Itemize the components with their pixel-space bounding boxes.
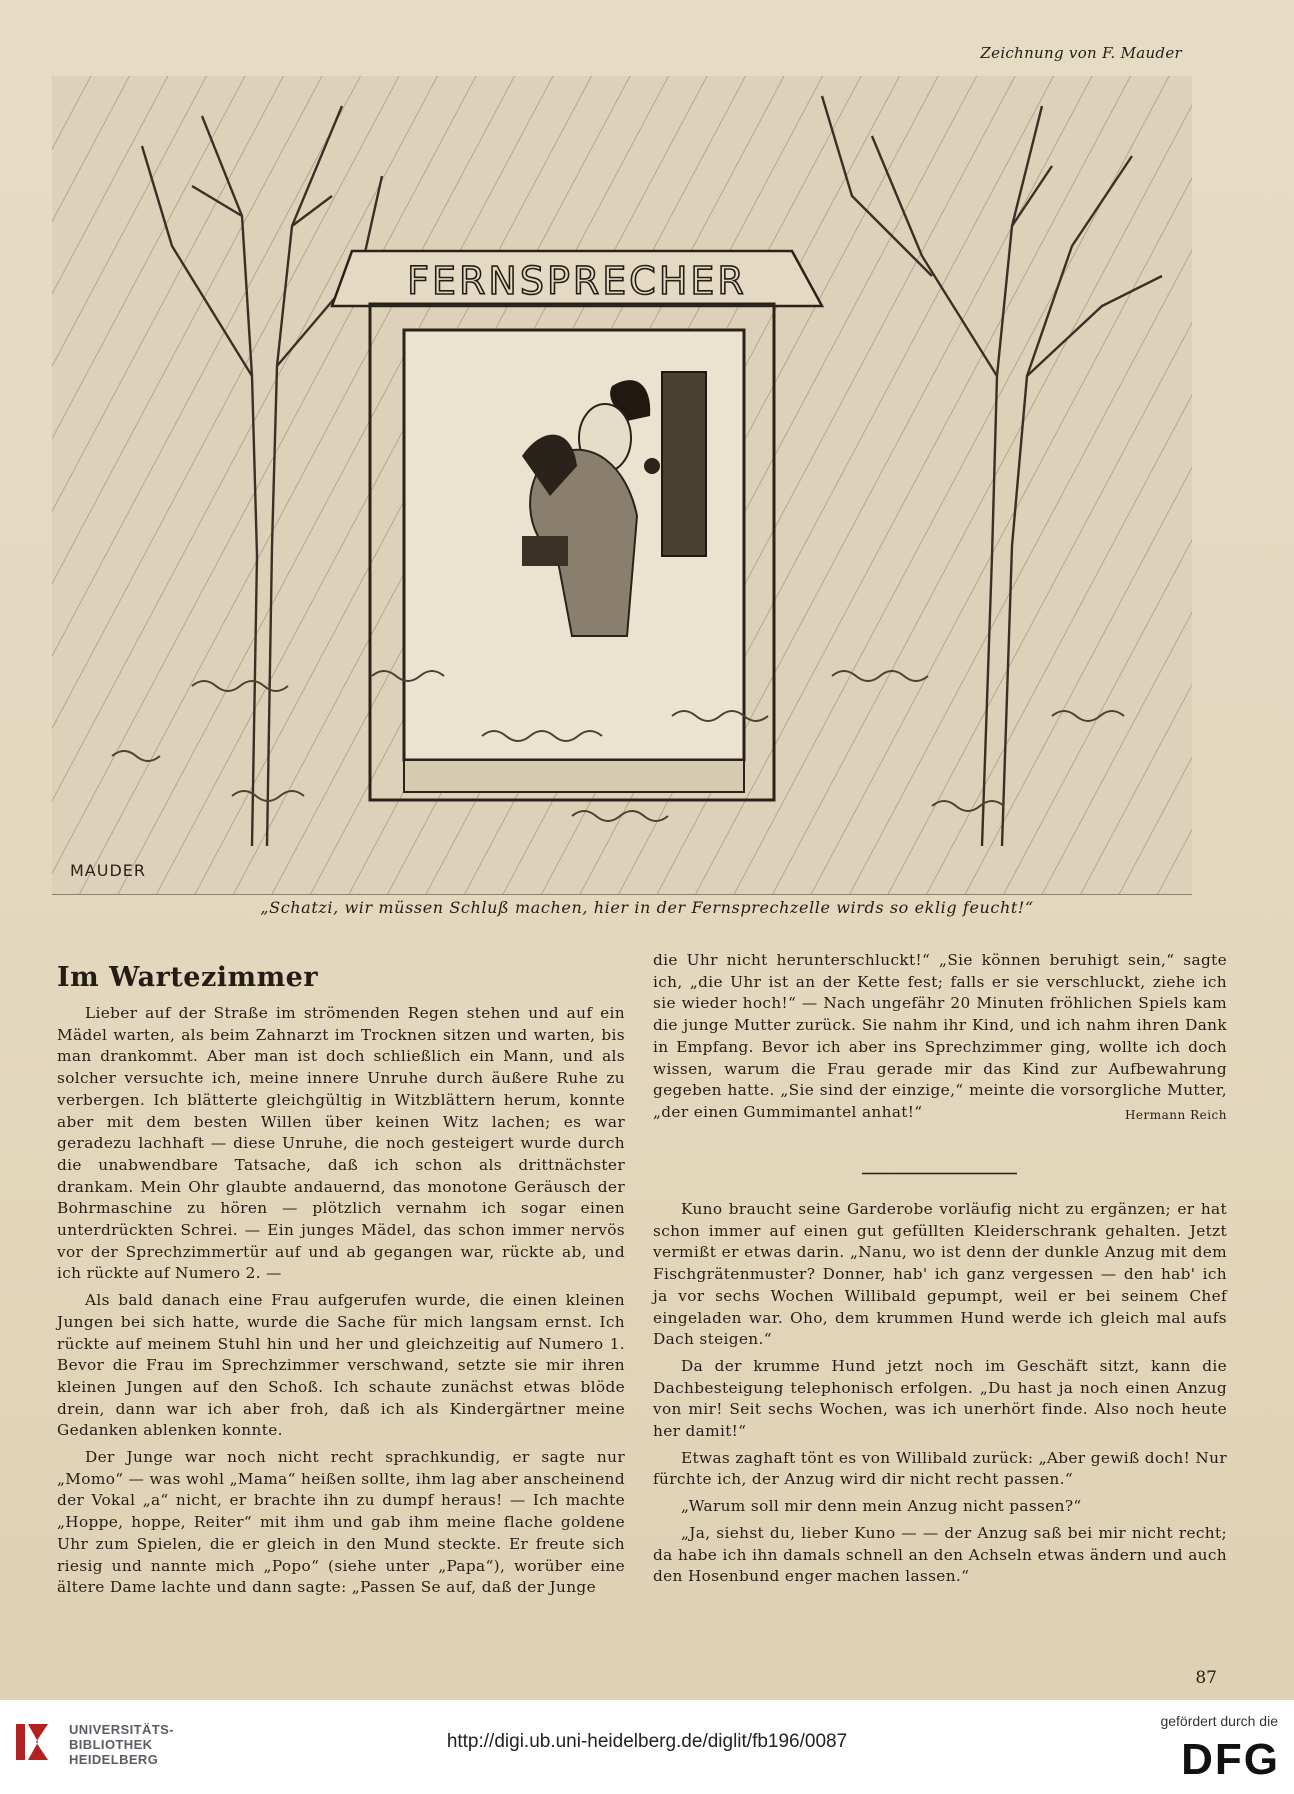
article-paragraph: Lieber auf der Straße im strömenden Regen stehen und auf ein Mädel warten, als beim Zahnarzt im Trocknen sitzen und warten, bis man drankommt. Aber man ist doch schließlich ein Mann, und als solcher versuchte ich, meine innere Unruhe durch äußere Ruhe zu verbergen. Ich blätterte gleichgültig in Witzblättern herum, konnte aber mit dem besten Willen über keinen Witz lachen; es war geradezu lachhaft — diese Unruhe, die noch gesteigert wurde durch die unabwendbare Tatsache, daß ich schon als drittnächster drankam. Mein Ohr glaubte andauernd, das monotone Geräusch der Bohrmaschine zu hören — plötzlich vernahm ich sogar einen unterdrückten Schrei. — Ein junges Mädel, das schon immer nervös vor der Sprechzimmertür auf und ab gegangen war, rückte ab, und ich rückte auf Numero 2. — xyxy=(57,1004,625,1283)
second-story-column xyxy=(653,1199,1227,1588)
article-paragraph: Der Junge war noch nicht recht sprachkundig, er sagte nur „Momo“ — was wohl „Mama“ heißen sollte, ihm lag aber anscheinend der Vokal „a“ nicht, er brachte ihn zu dumpf heraus! — Ich machte „Hoppe, hoppe, Reiter“ mit ihm und gab ihm meine flache goldene Uhr zum Spielen, die er gleich in den Mund steckte. Er freute sich riesig und nannte mich „Popo“ (siehe unter „Papa“), worüber eine ältere Dame lachte und dann sagte: „Passen Se auf, daß der Junge xyxy=(57,1448,625,1597)
story-divider xyxy=(862,1172,1017,1175)
article-paragraph: Als bald danach eine Frau aufgerufen wurde, die einen kleinen Jungen bei sich hatte, wurde die Sache für mich langsam ernst. Ich rückte auf meinem Stuhl hin und her und gleichzeitig auf Numero 1. Bevor die Frau im Sprechzimmer verschwand, setzte sie mir ihren kleinen Jungen auf den Schoß. Ich schaute zunächst etwas blöde drein, dann war ich aber froh, daß ich als Kindergärtner meine Gedanken ablenken konnte. xyxy=(57,1291,625,1440)
artist-signature: MAUDER xyxy=(70,861,147,880)
library-name-line: UNIVERSITÄTS- xyxy=(69,1722,174,1737)
cartoon-drawing xyxy=(52,76,1192,894)
library-name-line: BIBLIOTHEK xyxy=(69,1737,153,1752)
article-left-column xyxy=(57,1003,625,1599)
permalink-url[interactable]: http://digi.ub.uni-heidelberg.de/diglit/fb196/0087 xyxy=(446,1731,848,1752)
article-title: Im Wartezimmer xyxy=(57,962,319,993)
library-name-line: HEIDELBERG xyxy=(69,1752,159,1767)
telephone xyxy=(662,372,706,556)
page-number: 87 xyxy=(1195,1668,1217,1688)
article-author: Hermann Reich xyxy=(1124,1107,1227,1122)
story-paragraph: Etwas zaghaft tönt es von Willibald zurück: „Aber gewiß doch! Nur fürchte ich, der Anzug wird dir nicht recht passen.“ xyxy=(653,1448,1227,1489)
article-continuation xyxy=(653,950,1227,1124)
article-continuation-text: die Uhr nicht herunterschluckt!“ „Sie können beruhigt sein,“ sagte ich, „die Uhr ist an der Kette fest; falls er sie verschluckt, ziehe ich sie wieder hoch!“ — Nach ungefähr 20 Minuten fröhlichen Spiels kam die junge Mutter zurück. Sie nahm ihr Kind, und ich nahm ihren Dank in Empfang. Bevor ich aber ins Sprechzimmer ging, wollte ich doch wissen, warum die Frau gerade mir das Kind zur Aufbewahrung gegeben hatte. „Sie sind der einzige,“ meinte die vorsorgliche Mutter, „der einen Gummimantel anhat!“ xyxy=(653,951,1227,1121)
digital-library-footer xyxy=(0,1700,1294,1794)
illustration-credit: Zeichnung von F. Mauder xyxy=(980,44,1182,62)
article-right-column xyxy=(653,950,1227,1127)
story-paragraph: Kuno braucht seine Garderobe vorläufig nicht zu ergänzen; er hat schon immer auf einen gut gefüllten Kleiderschrank gehalten. Jetzt vermißt er etwas darin. „Nanu, wo ist denn der dunkle Anzug mit dem Fischgrätenmuster? Donner, hab' ich ganz vergessen — den hab' ich ja vor sechs Wochen Willibald gepumpt, weil er bei seinem Chef eingeladen war. Oho, dem krummen Hund werde ich gleich mal aufs Dach steigen.“ xyxy=(653,1200,1227,1349)
story-paragraph: Da der krumme Hund jetzt noch im Geschäft sitzt, kann die Dachbesteigung telephonisch erfolgen. „Du hast ja noch einen Anzug von mir! Seit sechs Wochen, was ich unerhört finde. Also noch heute her damit!“ xyxy=(653,1356,1227,1441)
story-paragraph: „Warum soll mir denn mein Anzug nicht passen?“ xyxy=(681,1497,1082,1516)
dfg-logo[interactable]: DFG xyxy=(1181,1735,1280,1784)
story-paragraph: „Ja, siehst du, lieber Kuno — — der Anzug saß bei mir nicht recht; da habe ich ihn damals schnell an den Achseln etwas ändern und auch den Hosenbund enger machen lassen.“ xyxy=(653,1523,1227,1586)
funding-note: gefördert durch die xyxy=(1160,1713,1278,1729)
cartoon-illustration xyxy=(52,76,1192,895)
booth-sign-text: FERNSPRECHER xyxy=(407,259,747,303)
illustration-caption: „Schatzi, wir müssen Schluß machen, hier in der Fernsprechzelle wirds so eklig feucht!“ xyxy=(260,898,1034,917)
